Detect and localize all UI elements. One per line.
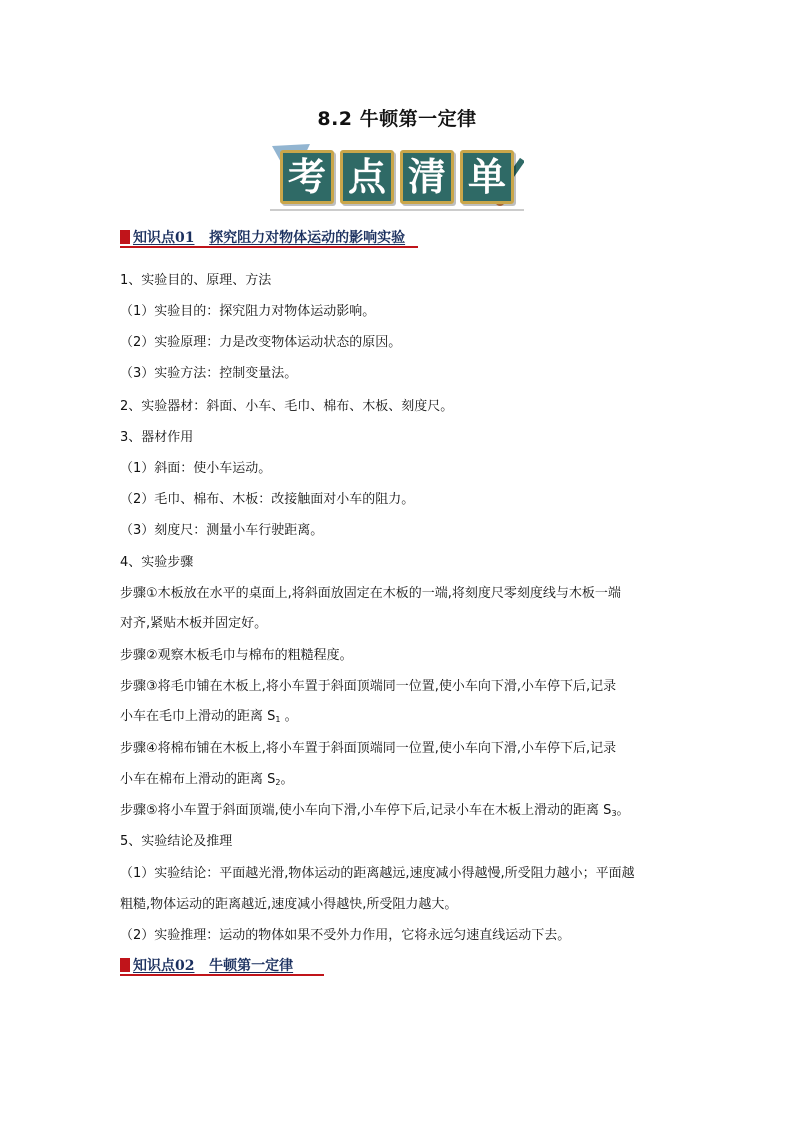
- text-line: （3）实验方法：控制变量法。: [120, 366, 298, 381]
- banner-char-kao: 考: [280, 150, 334, 204]
- banner-char-dian: 点: [340, 150, 394, 204]
- text-line: （1）实验结论：平面越光滑,物体运动的距离越远,速度减小得越慢,所受阻力越小；平面越: [120, 866, 635, 881]
- text-line: 对齐,紧贴木板并固定好。: [120, 616, 268, 631]
- text-line: 2、实验器材：斜面、小车、毛巾、棉布、木板、刻度尺。: [120, 399, 454, 414]
- text-line: 步骤①木板放在水平的桌面上,将斜面放固定在木板的一端,将刻度尺零刻度线与木板一端: [120, 586, 621, 601]
- text-line: （2）毛巾、棉布、木板：改接触面对小车的阻力。: [120, 492, 415, 507]
- section-heading-1: [120, 227, 405, 249]
- page-title: 8.2 牛顿第一定律: [317, 108, 477, 130]
- text-line: 小车在棉布上滑动的距离 $S_2$。: [120, 772, 294, 787]
- banner-kaodian-qingdan: [270, 142, 524, 216]
- section-marker: [120, 958, 130, 972]
- text-line: 步骤②观察木板毛巾与棉布的粗糙程度。: [120, 648, 353, 663]
- text-line: 小车在毛巾上滑动的距离 $S_1$ 。: [120, 709, 298, 724]
- text-line: 步骤③将毛巾铺在木板上,将小车置于斜面顶端同一位置,使小车向下滑,小车停下后,记录: [120, 679, 617, 694]
- text-line: 5、实验结论及推理: [120, 834, 233, 849]
- section-title: 探究阻力对物体运动的影响实验: [209, 230, 406, 246]
- section-title: 牛顿第一定律: [209, 958, 294, 974]
- text-line: 1、实验目的、原理、方法: [120, 273, 272, 288]
- text-line: 步骤⑤将小车置于斜面顶端,使小车向下滑,小车停下后,记录小车在木板上滑动的距离 $S_3$。: [120, 803, 630, 818]
- text-line: （1）实验目的：探究阻力对物体运动影响。: [120, 304, 376, 319]
- section-underline: [120, 974, 324, 976]
- text-line: （2）实验原理：力是改变物体运动状态的原因。: [120, 335, 402, 350]
- text-line: 3、器材作用: [120, 430, 194, 445]
- section-number: 知识点01: [133, 230, 195, 246]
- section-marker: [120, 230, 130, 244]
- text-line: （3）刻度尺：测量小车行驶距离。: [120, 523, 324, 538]
- section-number: 知识点02: [133, 958, 195, 974]
- text-line: 粗糙,物体运动的距离越近,速度减小得越快,所受阻力越大。: [120, 897, 458, 912]
- text-line: （1）斜面：使小车运动。: [120, 461, 272, 476]
- section-heading-2: [120, 955, 293, 977]
- text-line: 步骤④将棉布铺在木板上,将小车置于斜面顶端同一位置,使小车向下滑,小车停下后,记录: [120, 741, 617, 756]
- text-line: （2）实验推理：运动的物体如果不受外力作用，它将永远匀速直线运动下去。: [120, 928, 571, 943]
- text-line: 4、实验步骤: [120, 555, 194, 570]
- section-underline: [120, 246, 418, 248]
- banner-char-dan: 单: [460, 150, 514, 204]
- banner-char-qing: 清: [400, 150, 454, 204]
